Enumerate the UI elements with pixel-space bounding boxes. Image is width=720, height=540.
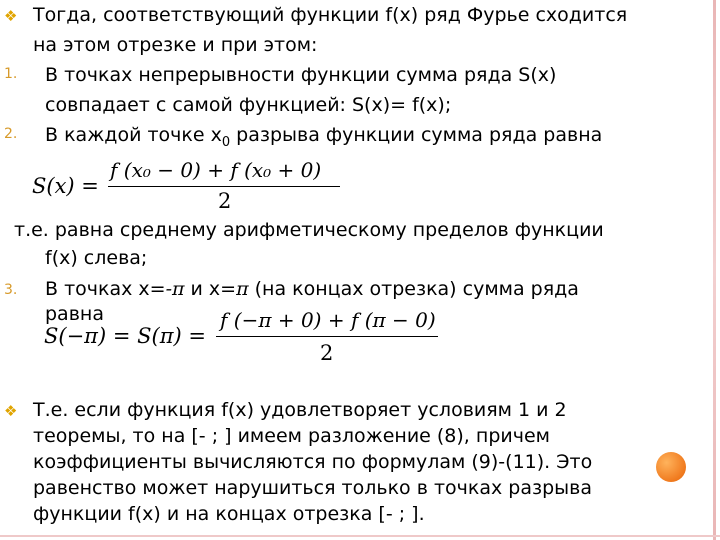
item-3-text-b: и x= (184, 278, 237, 300)
item-2-text-a: В каждой точке x (45, 124, 222, 146)
formula-2-denominator: 2 (320, 341, 334, 365)
formula-2-lhs: S(−π) = S(π) = (44, 324, 206, 348)
diamond-bullet-icon: ❖ (4, 402, 18, 420)
bottom-border (0, 535, 720, 537)
paragraph-1-line-2: на этом отрезке и при этом: (33, 34, 318, 56)
item-2-sub: 0 (221, 134, 231, 150)
item-2-text-b: разрыва функции сумма ряда равна (230, 124, 603, 146)
minus-pi-symbol: -π (165, 278, 185, 300)
paragraph-2-line-1: Т.е. если функция f(x) удовлетворяет условиям 1 и 2 (33, 399, 567, 421)
item-2-line (45, 123, 602, 155)
mid-line-2: f(x) слева; (45, 247, 148, 269)
formula-2-fraction-bar (216, 336, 438, 337)
paragraph-2-line-4: равенство может нарушиться только в точках разрыва (33, 477, 592, 499)
formula-1-denominator: 2 (218, 189, 232, 213)
item-3-line-2: равна (45, 303, 104, 325)
item-1-line-2: совпадает с самой функцией: S(x)= f(x); (45, 94, 452, 116)
item-3-line-1 (45, 277, 579, 301)
formula-1-fraction-bar (108, 186, 340, 187)
formula-2-numerator: f (−π + 0) + f (π − 0) (220, 308, 436, 332)
formula-2 (44, 308, 444, 370)
pi-symbol: π (236, 278, 249, 300)
item-1-line-1: В точках непрерывности функции сумма ряда S(x) (45, 64, 557, 86)
paragraph-2-line-2: теоремы, то на [- ; ] имеем разложение (8), причем (33, 425, 550, 447)
formula-1-lhs: S(x) = (32, 174, 99, 198)
list-number-2: 2. (4, 126, 18, 142)
diamond-bullet-icon: ❖ (4, 7, 18, 25)
right-border (713, 0, 716, 540)
item-3-text-a: В точках x= (45, 278, 166, 300)
paragraph-2-line-3: коэффициенты вычисляются по формулам (9)-(11). Это (33, 451, 593, 473)
formula-1 (32, 158, 332, 218)
orange-dot-icon (656, 452, 686, 482)
formula-1-numerator: f (x₀ − 0) + f (x₀ + 0) (110, 158, 322, 182)
list-number-1: 1. (4, 66, 18, 82)
mid-line-1: т.е. равна среднему арифметическому пределов функции (14, 219, 604, 241)
list-number-3: 3. (4, 282, 18, 298)
paragraph-2-line-5: функции f(x) и на концах отрезка [- ; ]. (33, 503, 425, 525)
paragraph-1-line-1: Тогда, соответствующий функции f(x) ряд Фурье сходится (33, 4, 628, 26)
item-3-text-c: (на концах отрезка) сумма ряда (248, 278, 579, 300)
